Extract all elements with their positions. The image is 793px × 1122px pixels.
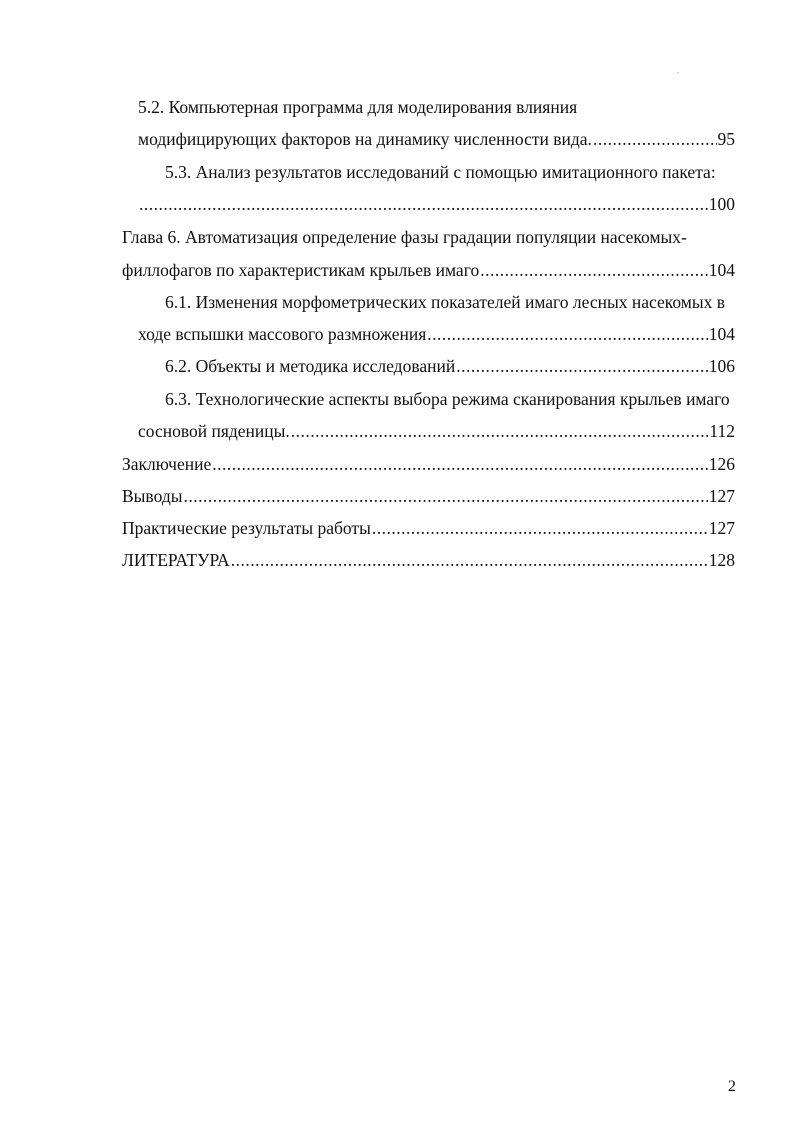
dot-leader <box>183 483 707 509</box>
toc-line-6-1-first <box>165 289 725 315</box>
toc-line-references[interactable] <box>122 547 735 573</box>
dot-leader <box>291 418 709 444</box>
toc-entry-practical-results-title: Практические результаты работы <box>122 518 371 538</box>
toc-entry-references-page: 128 <box>708 550 735 570</box>
toc-entry-5-2-title-cont: модифицирующих факторов на динамику численности вида. <box>138 129 592 149</box>
toc-entry-references-title: ЛИТЕРАТУРА <box>122 550 230 570</box>
toc-line-chapter-6-last[interactable] <box>122 257 735 283</box>
dot-leader <box>231 547 708 573</box>
toc-entry-chapter-6-title-cont: филлофагов по характеристикам крыльев имаго <box>122 260 480 280</box>
dot-leader <box>480 257 708 283</box>
toc-entry-5-3-title: 5.3. Анализ результатов исследований с помощью имитационного пакета: <box>165 162 716 182</box>
toc-line-conclusion[interactable] <box>122 451 735 477</box>
toc-line-5-3-first <box>165 159 716 185</box>
toc-line-6-2[interactable] <box>165 353 735 379</box>
toc-entry-6-2-page: 106 <box>708 356 735 376</box>
toc-entry-6-1-title: 6.1. Изменения морфометрических показателей имаго лесных насекомых в <box>165 292 726 312</box>
scan-speck <box>677 72 679 73</box>
toc-entry-practical-results-page: 127 <box>708 518 735 538</box>
toc-entry-5-2-title: 5.2. Компьютерная программа для моделирования влияния <box>138 97 578 117</box>
toc-line-6-1-last[interactable] <box>138 321 735 347</box>
toc-entry-6-3-title: 6.3. Технологические аспекты выбора режима сканирования крыльев имаго <box>165 389 730 409</box>
dot-leader <box>593 126 717 152</box>
toc-entry-6-1-title-cont: ходе вспышки массового размножения <box>138 324 427 344</box>
toc-line-findings[interactable] <box>122 483 735 509</box>
dot-leader <box>139 191 708 217</box>
toc-line-6-3-first <box>165 386 730 412</box>
dot-leader <box>427 321 707 347</box>
toc-line-5-2-last[interactable] <box>138 126 735 152</box>
toc-entry-6-3-page: 112 <box>709 421 735 441</box>
toc-entry-conclusion-page: 126 <box>708 454 735 474</box>
dot-leader <box>212 451 708 477</box>
toc-entry-6-3-title-cont: сосновой пяденицы. <box>138 421 290 441</box>
page-number: 2 <box>728 1078 736 1095</box>
dot-leader <box>372 515 708 541</box>
toc-entry-6-1-page: 104 <box>708 324 735 344</box>
toc-entry-findings-title: Выводы <box>122 486 183 506</box>
dot-leader <box>456 353 708 379</box>
toc-entry-chapter-6-title: Глава 6. Автоматизация определение фазы градации популяции насекомых- <box>122 227 687 247</box>
toc-entry-5-2-page: 95 <box>717 129 735 149</box>
toc-line-6-3-last[interactable] <box>138 418 735 444</box>
toc-line-practical-results[interactable] <box>122 515 735 541</box>
toc-entry-conclusion-title: Заключение <box>122 454 212 474</box>
toc-line-5-3-last[interactable] <box>138 191 735 217</box>
toc-entry-findings-page: 127 <box>708 486 735 506</box>
toc-entry-5-3-page: 100 <box>708 194 735 214</box>
toc-line-chapter-6-first <box>122 224 687 250</box>
toc-entry-chapter-6-page: 104 <box>708 260 735 280</box>
toc-entry-6-2-title: 6.2. Объекты и методика исследований <box>165 356 456 376</box>
toc-line-5-2-first <box>138 94 577 120</box>
